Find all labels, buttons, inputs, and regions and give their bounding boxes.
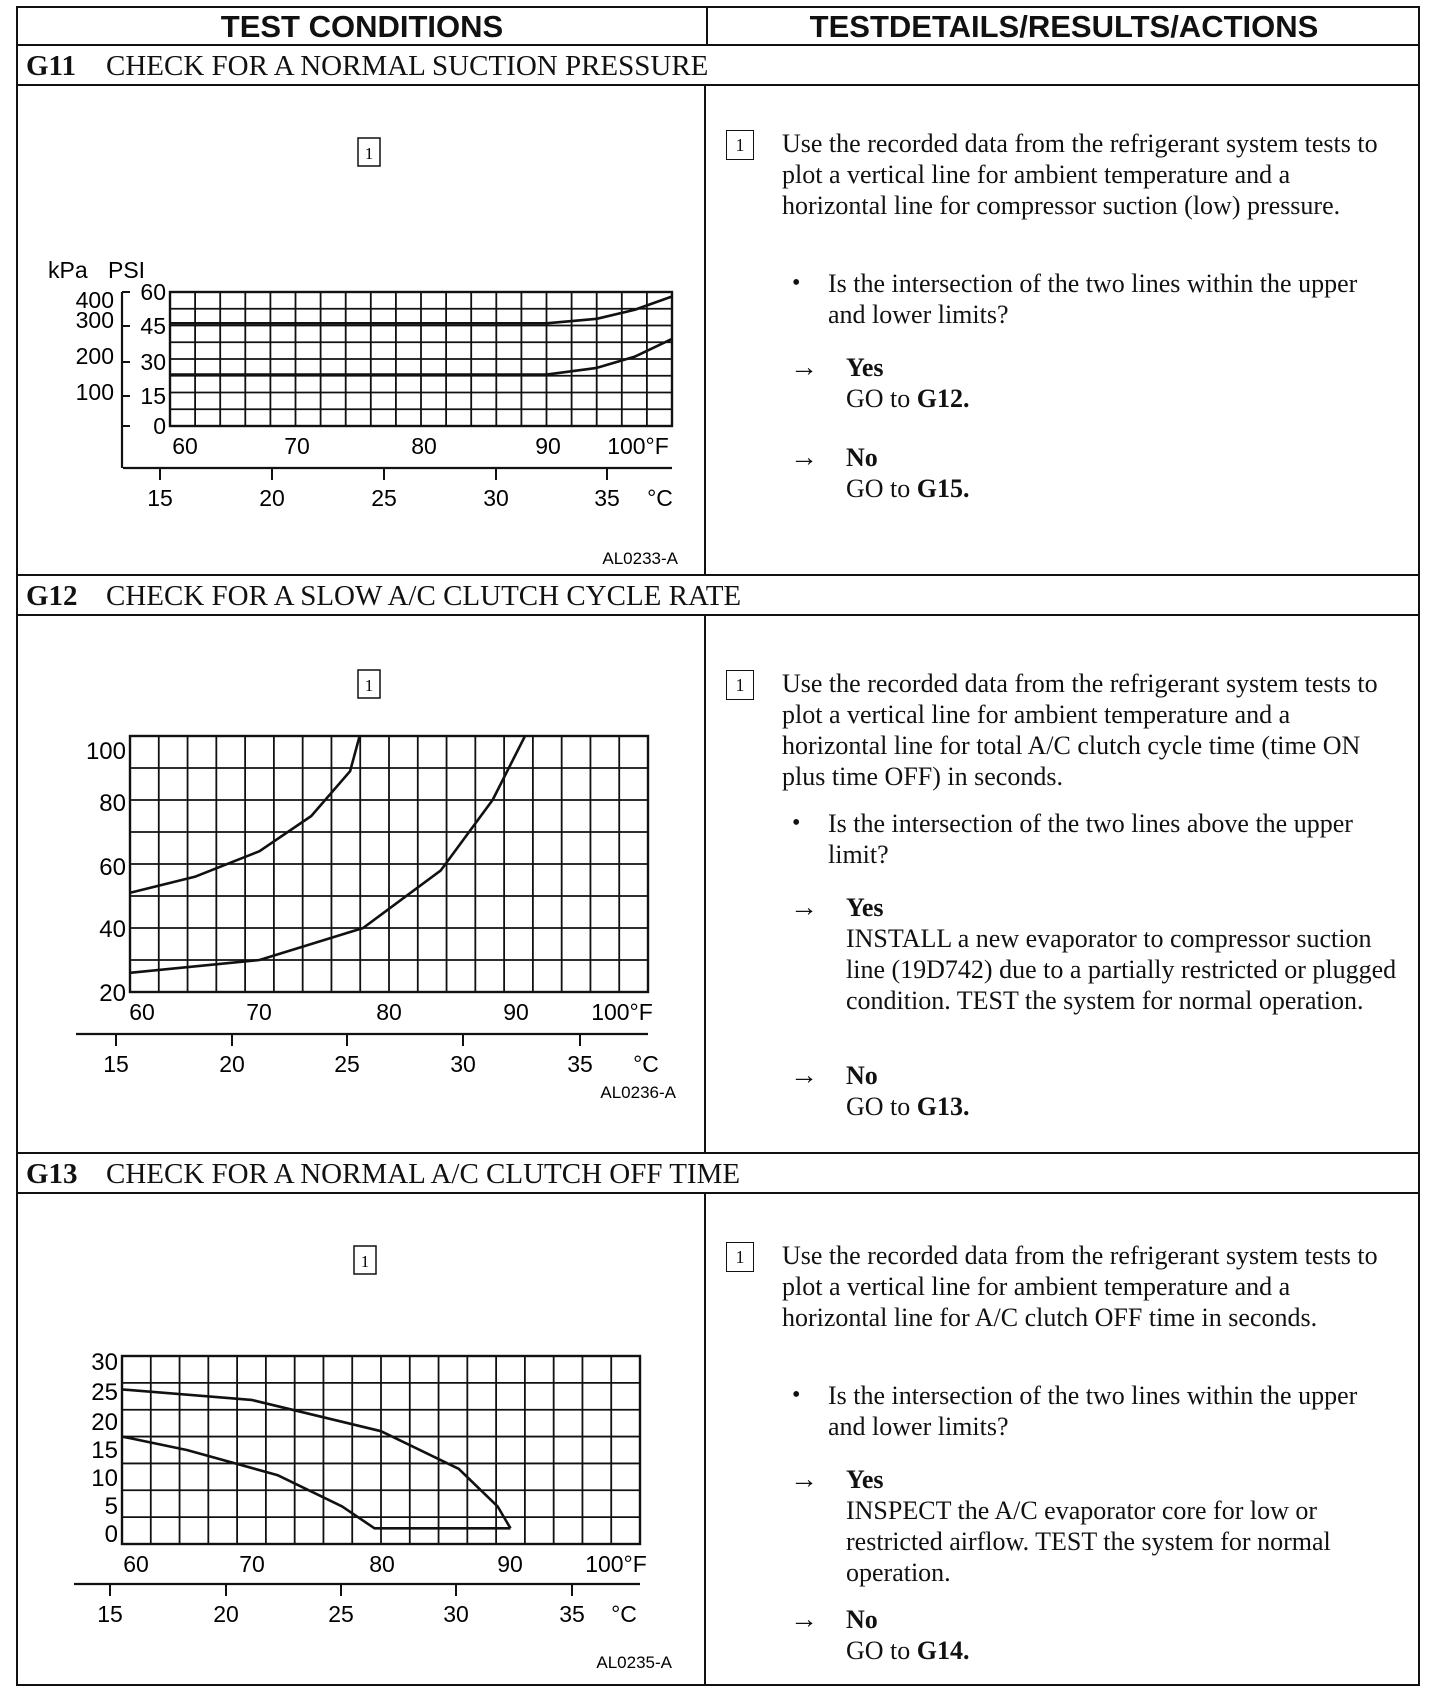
arrow-right-icon: → — [790, 352, 818, 383]
x-tick-label-fahrenheit: 70 — [246, 999, 272, 1025]
y-tick-label: 80 — [99, 790, 126, 817]
arrow-right-icon: → — [790, 1604, 818, 1635]
section-body-g11 — [18, 86, 1418, 576]
section-title-text: CHECK FOR A NORMAL A/C CLUTCH OFF TIME — [106, 1158, 741, 1190]
y-tick-label-psi: 15 — [140, 383, 166, 409]
y-tick-label: 30 — [91, 1349, 118, 1376]
x-tick-label-fahrenheit: 100°F — [591, 999, 653, 1025]
no-label: No — [846, 1605, 878, 1634]
step-number-label: 1 — [360, 1252, 370, 1271]
section-title-g13 — [18, 1154, 1418, 1194]
column-divider — [704, 616, 706, 1152]
no-reference: G15. — [916, 474, 970, 503]
y-tick-label-kpa: 300 — [75, 307, 114, 333]
details-g12 — [718, 616, 1408, 1152]
question-text: Is the intersection of the two lines above the upper limit? — [828, 809, 1353, 869]
y-tick-label-psi: 60 — [140, 279, 166, 305]
x-tick-label-fahrenheit: 60 — [123, 1551, 149, 1577]
yes-label: Yes — [846, 1465, 884, 1494]
x-tick-label-celsius: 20 — [259, 485, 285, 511]
arrow-right-icon: → — [790, 442, 818, 473]
no-result — [846, 1060, 1406, 1122]
x-tick-label-celsius: 25 — [328, 1601, 354, 1627]
figure-id-label: AL0235-A — [596, 1653, 672, 1672]
x-tick-label-celsius: 25 — [334, 1051, 360, 1077]
x-tick-label-celsius: 35 — [567, 1051, 593, 1077]
x-tick-label-celsius: 15 — [103, 1051, 129, 1077]
yes-label: Yes — [846, 893, 884, 922]
y-tick-label-kpa: 400 — [75, 287, 114, 313]
x-tick-label-celsius: 35 — [559, 1601, 585, 1627]
y-tick-label-kpa: 100 — [75, 379, 114, 405]
column-divider — [704, 86, 706, 574]
step-number-box: 1 — [726, 130, 754, 160]
x-tick-label-celsius: 25 — [371, 485, 397, 511]
no-result — [846, 442, 1406, 504]
x-tick-label-celsius: 20 — [219, 1051, 245, 1077]
x-tick-label-celsius: 30 — [450, 1051, 476, 1077]
bullet-icon: • — [792, 1382, 801, 1408]
section-id: G11 — [26, 50, 76, 82]
x-tick-label-fahrenheit: 90 — [503, 999, 529, 1025]
x-tick-label-celsius: 35 — [594, 485, 620, 511]
instruction-text: Use the recorded data from the refrigerant system tests to plot a vertical line for ambient temperature and a horizontal line for total A/C clutch cycle time (time ON plus time OFF) in seconds. — [782, 669, 1378, 791]
no-reference: G13. — [916, 1092, 970, 1121]
details-g13 — [718, 1194, 1408, 1684]
yes-reference: G12. — [916, 384, 970, 413]
x-tick-label-fahrenheit: 100°F — [585, 1551, 647, 1577]
yes-result — [846, 1464, 1406, 1588]
y-tick-label-psi: 45 — [140, 313, 166, 339]
x-tick-label-celsius: °C — [633, 1051, 659, 1077]
x-tick-label-fahrenheit: 70 — [239, 1551, 265, 1577]
no-label: No — [846, 443, 878, 472]
no-label: No — [846, 1061, 878, 1090]
x-tick-label-fahrenheit: 100°F — [607, 433, 669, 459]
bullet-icon: • — [792, 270, 801, 296]
y-tick-label: 100 — [85, 738, 126, 765]
x-tick-label-fahrenheit: 60 — [129, 999, 155, 1025]
x-tick-label-fahrenheit: 80 — [376, 999, 402, 1025]
arrow-right-icon: → — [790, 1060, 818, 1091]
x-tick-label-fahrenheit: 90 — [497, 1551, 523, 1577]
figure-id-label: AL0233-A — [602, 549, 678, 568]
y-axis-unit-kpa: kPa — [48, 257, 88, 283]
yes-label: Yes — [846, 353, 884, 382]
yes-result — [846, 892, 1406, 1016]
y-tick-label: 5 — [104, 1493, 118, 1520]
upper-limit-curve — [96, 1387, 510, 1528]
y-tick-label: 40 — [99, 916, 126, 943]
x-tick-label-fahrenheit: 80 — [369, 1551, 395, 1577]
details-g11 — [718, 86, 1408, 574]
y-tick-label: 0 — [104, 1521, 118, 1548]
x-tick-label-celsius: 30 — [443, 1601, 469, 1627]
x-tick-label-celsius: °C — [647, 485, 673, 511]
y-tick-label: 10 — [91, 1465, 118, 1492]
x-tick-label-celsius: 30 — [483, 485, 509, 511]
test-table — [16, 6, 1420, 1686]
clutch-off-time-chart-svg — [18, 1194, 704, 1684]
clutch-cycle-chart-svg — [18, 616, 704, 1152]
no-action: GO to — [846, 1092, 917, 1121]
no-reference: G14. — [916, 1636, 970, 1665]
section-body-g13 — [18, 1194, 1418, 1684]
column-header-test-details: TESTDETAILS/RESULTS/ACTIONS — [708, 8, 1420, 46]
x-tick-label-celsius: 15 — [147, 485, 173, 511]
yes-result — [846, 352, 1406, 414]
question-text: Is the intersection of the two lines within the upper and lower limits? — [828, 269, 1358, 329]
suction-pressure-chart-svg — [18, 86, 704, 574]
no-result — [846, 1604, 1406, 1666]
y-tick-label-psi: 30 — [140, 349, 166, 375]
section-id: G12 — [26, 580, 78, 612]
yes-action: INSTALL a new evaporator to compressor suction line (19D742) due to a partially restricted or plugged condition. TEST the system for normal operation. — [846, 924, 1397, 1015]
no-action: GO to — [846, 1636, 917, 1665]
x-tick-label-celsius: 15 — [97, 1601, 123, 1627]
x-tick-label-celsius: °C — [611, 1601, 637, 1627]
figure-id-label: AL0236-A — [600, 1083, 676, 1102]
chart-clutch-off-time — [18, 1194, 704, 1684]
y-tick-label-psi: 0 — [153, 413, 166, 439]
x-tick-label-fahrenheit: 60 — [172, 433, 198, 459]
instruction-text: Use the recorded data from the refrigerant system tests to plot a vertical line for ambient temperature and a horizontal line for A/C clutch OFF time in seconds. — [782, 1241, 1378, 1332]
section-id: G13 — [26, 1158, 78, 1190]
step-number-box: 1 — [726, 670, 754, 700]
y-axis-unit-psi: PSI — [108, 257, 146, 283]
no-action: GO to — [846, 474, 917, 503]
arrow-right-icon: → — [790, 892, 818, 923]
question-text: Is the intersection of the two lines within the upper and lower limits? — [828, 1381, 1358, 1441]
lower-limit-curve — [96, 1431, 510, 1528]
chart-suction-pressure — [18, 86, 704, 574]
instruction-text: Use the recorded data from the refrigerant system tests to plot a vertical line for ambient temperature and a horizontal line for compressor suction (low) pressure. — [782, 129, 1378, 220]
y-tick-label: 20 — [99, 980, 126, 1007]
x-tick-label-celsius: 20 — [213, 1601, 239, 1627]
x-tick-label-fahrenheit: 70 — [284, 433, 310, 459]
section-title-text: CHECK FOR A SLOW A/C CLUTCH CYCLE RATE — [106, 580, 742, 612]
upper-limit-curve — [130, 723, 363, 893]
step-number-label: 1 — [364, 144, 374, 163]
yes-action: GO to — [846, 384, 917, 413]
y-tick-label: 20 — [91, 1409, 118, 1436]
y-tick-label: 15 — [91, 1437, 118, 1464]
y-tick-label-kpa: 200 — [75, 343, 114, 369]
section-title-g11 — [18, 46, 1418, 86]
yes-action: INSPECT the A/C evaporator core for low or restricted airflow. TEST the system for normal operation. — [846, 1496, 1331, 1587]
bullet-icon: • — [792, 810, 801, 836]
column-divider — [704, 1194, 706, 1684]
y-tick-label: 60 — [99, 854, 126, 881]
section-title-g12 — [18, 576, 1418, 616]
chart-clutch-cycle-rate — [18, 616, 704, 1152]
column-header-test-conditions: TEST CONDITIONS — [18, 8, 708, 46]
x-tick-label-fahrenheit: 80 — [411, 433, 437, 459]
step-number-box: 1 — [726, 1242, 754, 1272]
step-number-label: 1 — [364, 676, 374, 695]
x-tick-label-fahrenheit: 90 — [535, 433, 561, 459]
y-tick-label: 25 — [91, 1379, 118, 1406]
arrow-right-icon: → — [790, 1464, 818, 1495]
section-body-g12 — [18, 616, 1418, 1154]
section-title-text: CHECK FOR A NORMAL SUCTION PRESSURE — [106, 50, 709, 82]
